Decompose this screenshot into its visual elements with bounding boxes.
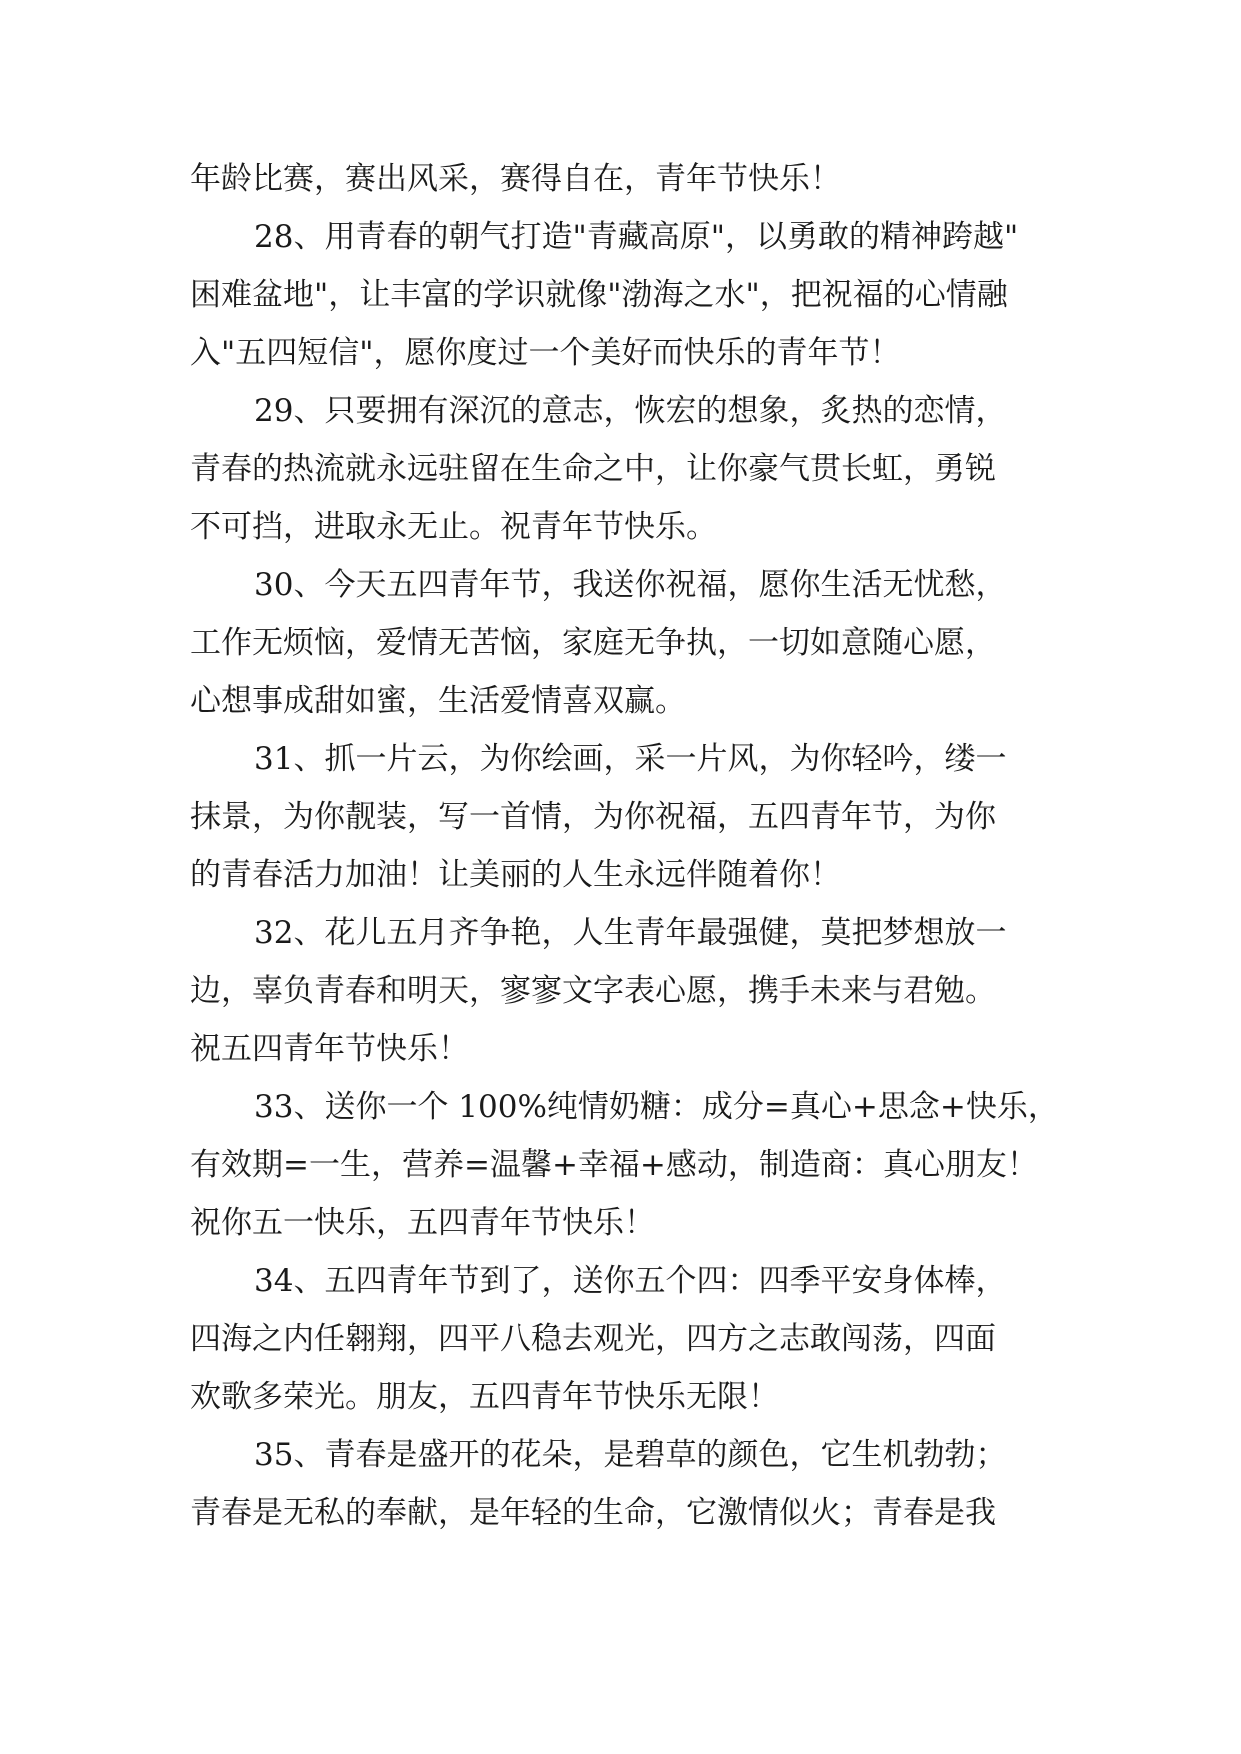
- text-line: 心想事成甜如蜜，生活爱情喜双赢。: [190, 683, 686, 719]
- paragraph-first-line: 31、抓一片云，为你绘画，采一片风，为你轻吟，缕一: [254, 741, 1007, 777]
- paragraph-first-line: 29、只要拥有深沉的意志，恢宏的想象，炙热的恋情，: [254, 393, 1007, 429]
- paragraph-first-line: 33、送你一个 100%纯情奶糖：成分=真心+思念+快乐，: [254, 1089, 1059, 1125]
- text-line: 抹景，为你靓装，写一首情，为你祝福，五四青年节，为你: [190, 799, 996, 835]
- text-line: 不可挡，进取永无止。祝青年节快乐。: [190, 509, 717, 545]
- paragraph-first-line: 35、青春是盛开的花朵，是碧草的颜色，它生机勃勃；: [254, 1437, 1007, 1473]
- text-line: 边，辜负青春和明天，寥寥文字表心愿，携手未来与君勉。: [190, 973, 996, 1009]
- text-line: 祝五四青年节快乐！: [190, 1031, 469, 1067]
- text-line: 四海之内任翱翔，四平八稳去观光，四方之志敢闯荡，四面: [190, 1321, 996, 1357]
- text-line: 祝你五一快乐，五四青年节快乐！: [190, 1205, 655, 1241]
- text-line: 欢歌多荣光。朋友，五四青年节快乐无限！: [190, 1379, 779, 1415]
- text-line: 青春的热流就永远驻留在生命之中，让你豪气贯长虹，勇锐: [190, 451, 996, 487]
- paragraph-first-line: 28、用青春的朝气打造"青藏高原"，以勇敢的精神跨越": [254, 219, 1019, 255]
- document-body-text: [190, 150, 1070, 1542]
- text-line: 有效期=一生，营养=温馨+幸福+感动，制造商：真心朋友！: [190, 1147, 1038, 1183]
- text-line: 工作无烦恼，爱情无苦恼，家庭无争执，一切如意随心愿，: [190, 625, 996, 661]
- paragraph-first-line: 32、花儿五月齐争艳，人生青年最强健，莫把梦想放一: [254, 915, 1007, 951]
- text-line: 青春是无私的奉献，是年轻的生命，它激情似火；青春是我: [190, 1495, 996, 1531]
- text-line: 的青春活力加油！让美丽的人生永远伴随着你！: [190, 857, 841, 893]
- paragraph-first-line: 34、五四青年节到了，送你五个四：四季平安身体棒，: [254, 1263, 1007, 1299]
- text-line: 入"五四短信"，愿你度过一个美好而快乐的青年节！: [190, 335, 901, 371]
- text-line: 困难盆地"，让丰富的学识就像"渤海之水"，把祝福的心情融: [190, 277, 1008, 313]
- text-line: 年龄比赛，赛出风采，赛得自在，青年节快乐！: [190, 161, 841, 197]
- paragraph-first-line: 30、今天五四青年节，我送你祝福，愿你生活无忧愁，: [254, 567, 1007, 603]
